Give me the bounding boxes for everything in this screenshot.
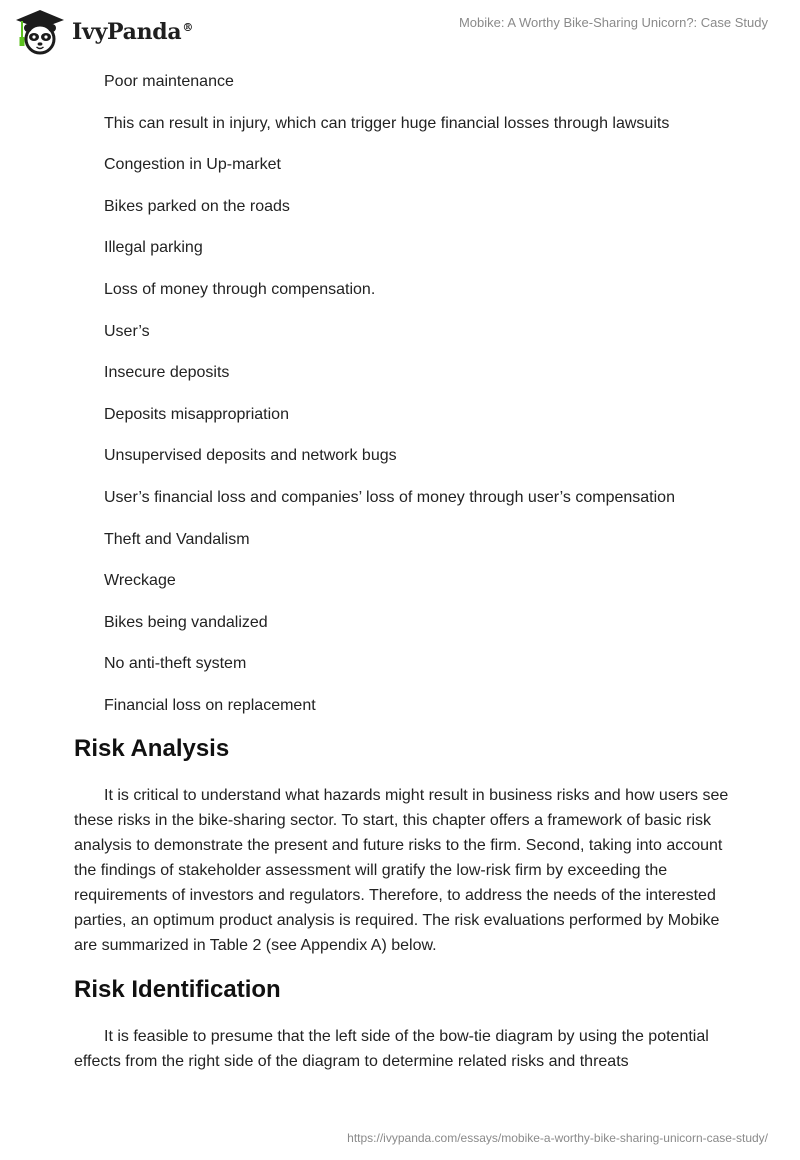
list-item: Bikes being vandalized <box>104 613 268 631</box>
article-body <box>74 70 734 1074</box>
list-item: This can result in injury, which can trigger huge financial losses through lawsuits <box>104 114 670 132</box>
list-item: No anti-theft system <box>104 655 247 673</box>
list-item: Deposits misappropriation <box>104 405 289 423</box>
list-item: Insecure deposits <box>104 364 230 382</box>
panda-graduate-icon <box>14 8 66 56</box>
section-heading-risk-identification: Risk Identification <box>74 975 281 1003</box>
list-item: Financial loss on replacement <box>104 696 316 714</box>
list-item: Congestion in Up-market <box>104 156 281 174</box>
document-title: Mobike: A Worthy Bike-Sharing Unicorn?: Case Study <box>458 15 768 30</box>
section-paragraph-risk-identification: It is feasible to presume that the left side of the bow-tie diagram by using the potential effects from the right side of the diagram to determine related risks and threats <box>74 1027 709 1070</box>
list-item: Unsupervised deposits and network bugs <box>104 447 397 465</box>
list-item: Illegal parking <box>104 239 203 257</box>
logo-text: IvyPanda® <box>72 19 194 45</box>
source-url[interactable]: https://ivypanda.com/essays/mobike-a-worthy-bike-sharing-unicorn-case-study/ <box>347 1131 768 1145</box>
list-item: Theft and Vandalism <box>104 530 250 548</box>
section-paragraph-risk-analysis: It is critical to understand what hazards might result in business risks and how users see these risks in the bike-sharing sector. To start, this chapter offers a framework of basic risk analysis to demonstrate the present and future risks to the firm. Second, taking into account the findings of stakeholder assessment will gratify the low-risk firm by exceeding the requirements of investors and regulators. Therefore, to address the needs of the interested parties, an optimum product analysis is required. The risk evaluations performed by Mobike are summarized in Table 2 (see Appendix A) below. <box>74 786 729 954</box>
page-header <box>0 0 800 62</box>
list-item: User’s <box>104 322 150 340</box>
list-item: Wreckage <box>104 572 176 590</box>
list-item: Poor maintenance <box>104 73 234 90</box>
list-item: Bikes parked on the roads <box>104 197 290 215</box>
list-item: User’s financial loss and companies’ loss of money through user’s compensation <box>104 488 675 506</box>
list-item: Loss of money through compensation. <box>104 280 376 298</box>
ivypanda-logo[interactable] <box>14 8 193 56</box>
section-heading-risk-analysis: Risk Analysis <box>74 734 230 762</box>
